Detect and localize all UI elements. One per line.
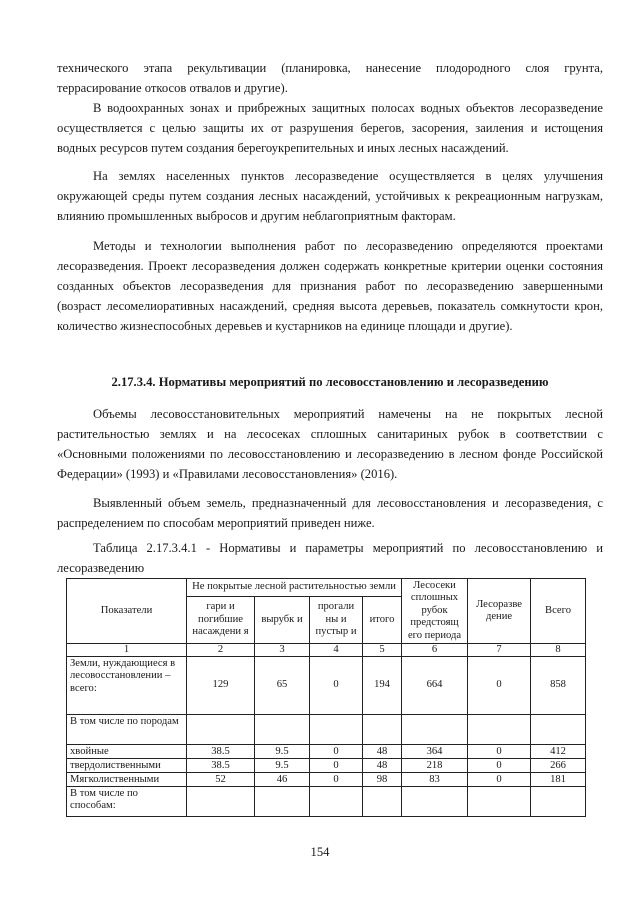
cell-value: 266 xyxy=(531,759,586,773)
column-number: 3 xyxy=(255,644,310,657)
table-row xyxy=(67,715,586,745)
cell-value: 9.5 xyxy=(255,745,310,759)
cell-value: 83 xyxy=(402,773,468,787)
cell-value: 98 xyxy=(363,773,402,787)
cell-value: 38.5 xyxy=(187,759,255,773)
row-label: хвойные xyxy=(67,745,187,759)
table-row xyxy=(67,657,586,715)
section-heading: 2.17.3.4. Нормативы мероприятий по лесовосстановлению и лесоразведению xyxy=(111,375,549,389)
cell-value xyxy=(363,715,402,745)
page-number: 154 xyxy=(310,845,330,859)
cell-value xyxy=(310,715,363,745)
cell-value xyxy=(531,715,586,745)
cell-value: 52 xyxy=(187,773,255,787)
cell-value xyxy=(255,715,310,745)
column-number: 1 xyxy=(67,644,187,657)
cell-value xyxy=(468,787,531,817)
cell-value: 65 xyxy=(255,657,310,715)
cell-value: 0 xyxy=(310,773,363,787)
header-total: Всего xyxy=(531,579,586,644)
table-row xyxy=(67,773,586,787)
header-not-covered: Не покрытые лесной растительностью земли xyxy=(187,579,402,597)
cell-value xyxy=(468,715,531,745)
paragraph-volumes: Объемы лесовосстановительных мероприятий намечены на не покрытых лесной растительностью землях и на лесосеках сплошных санитариных рубок в соответствии с «Основными положениями по лесовосстановлению и лесоразведению в лесном фонде Российской Федерации» (1993) и «Правилами лесовосстановления» (2016). xyxy=(57,407,603,481)
header-afforestation: Лесоразве дение xyxy=(468,579,531,644)
table-caption: Таблица 2.17.3.4.1 - Нормативы и параметры мероприятий по лесовосстановлению и лесоразведению xyxy=(57,541,603,575)
column-number: 7 xyxy=(468,644,531,657)
cell-value xyxy=(531,787,586,817)
paragraph-water-protection: В водоохранных зонах и прибрежных защитных полосах водных объектов лесоразведение осуществляется с целью защиты их от разрушения берегов, засорения, заиления и истощения водных ресурсов путем создания берегоукрепительных и иных лесных насаждений. xyxy=(57,101,603,155)
header-cutting-areas: Лесосеки сплошных рубок предстоящ его периода xyxy=(402,579,468,644)
table-row xyxy=(67,745,586,759)
cell-value xyxy=(402,715,468,745)
cell-value xyxy=(187,787,255,817)
column-number: 4 xyxy=(310,644,363,657)
header-glades: прогали ны и пустыр и xyxy=(310,597,363,644)
paragraph-reclamation: технического этапа рекультивации (планировка, нанесение плодородного слоя грунта, террасирование откосов отвалов и другие). xyxy=(57,61,603,95)
column-number: 5 xyxy=(363,644,402,657)
cell-value xyxy=(310,787,363,817)
cell-value: 0 xyxy=(310,745,363,759)
column-number: 8 xyxy=(531,644,586,657)
cell-value: 38.5 xyxy=(187,745,255,759)
cell-value xyxy=(402,787,468,817)
cell-value: 0 xyxy=(468,773,531,787)
cell-value: 181 xyxy=(531,773,586,787)
cell-value: 48 xyxy=(363,745,402,759)
row-label: В том числе по породам xyxy=(67,715,187,745)
cell-value: 48 xyxy=(363,759,402,773)
cell-value: 129 xyxy=(187,657,255,715)
paragraph-methods: Методы и технологии выполнения работ по лесоразведению определяются проектами лесоразведения. Проект лесоразведения должен содержать конкретные критерии оценки состояния созданных объектов лесоразведения для признания работ по лесоразведению завершенными (возраст лесомелиоративных насаждений, средняя высота деревьев, показатель сомкнутости крон, количество жизнеспособных деревьев и кустарников на единице площади и другие). xyxy=(57,239,603,333)
cell-value: 194 xyxy=(363,657,402,715)
row-label: В том числе по способам: xyxy=(67,787,187,817)
cell-value xyxy=(363,787,402,817)
column-number: 6 xyxy=(402,644,468,657)
cell-value xyxy=(255,787,310,817)
paragraph-identified-volume: Выявленный объем земель, предназначенный для лесовосстановления и лесоразведения, с распределением по способам мероприятий приведен ниже. xyxy=(57,496,603,530)
cell-value: 9.5 xyxy=(255,759,310,773)
cell-value: 0 xyxy=(468,657,531,715)
cell-value: 0 xyxy=(468,745,531,759)
cell-value: 0 xyxy=(310,657,363,715)
table-row xyxy=(67,787,586,817)
header-burnt: гари и погибшие насаждени я xyxy=(187,597,255,644)
table-row xyxy=(67,759,586,773)
row-label: Мягколиственными xyxy=(67,773,187,787)
row-label: Земли, нуждающиеся в лесовосстановлении – всего: xyxy=(67,657,187,715)
header-subtotal: итого xyxy=(363,597,402,644)
cell-value xyxy=(187,715,255,745)
cell-value: 364 xyxy=(402,745,468,759)
cell-value: 858 xyxy=(531,657,586,715)
cell-value: 0 xyxy=(468,759,531,773)
cell-value: 46 xyxy=(255,773,310,787)
cell-value: 664 xyxy=(402,657,468,715)
norms-table xyxy=(66,578,586,817)
cell-value: 412 xyxy=(531,745,586,759)
cell-value: 0 xyxy=(310,759,363,773)
cell-value: 218 xyxy=(402,759,468,773)
paragraph-settlements: На землях населенных пунктов лесоразведение осуществляется в целях улучшения окружающей среды путем создания лесных насаждений, устойчивых к рекреационным нагрузкам, влиянию промышленных выбросов и другим неблагоприятным факторам. xyxy=(57,169,603,223)
header-indicators: Показатели xyxy=(67,579,187,644)
header-clearings: вырубк и xyxy=(255,597,310,644)
column-number: 2 xyxy=(187,644,255,657)
row-label: твердолиственными xyxy=(67,759,187,773)
column-numbers-row xyxy=(67,644,586,657)
